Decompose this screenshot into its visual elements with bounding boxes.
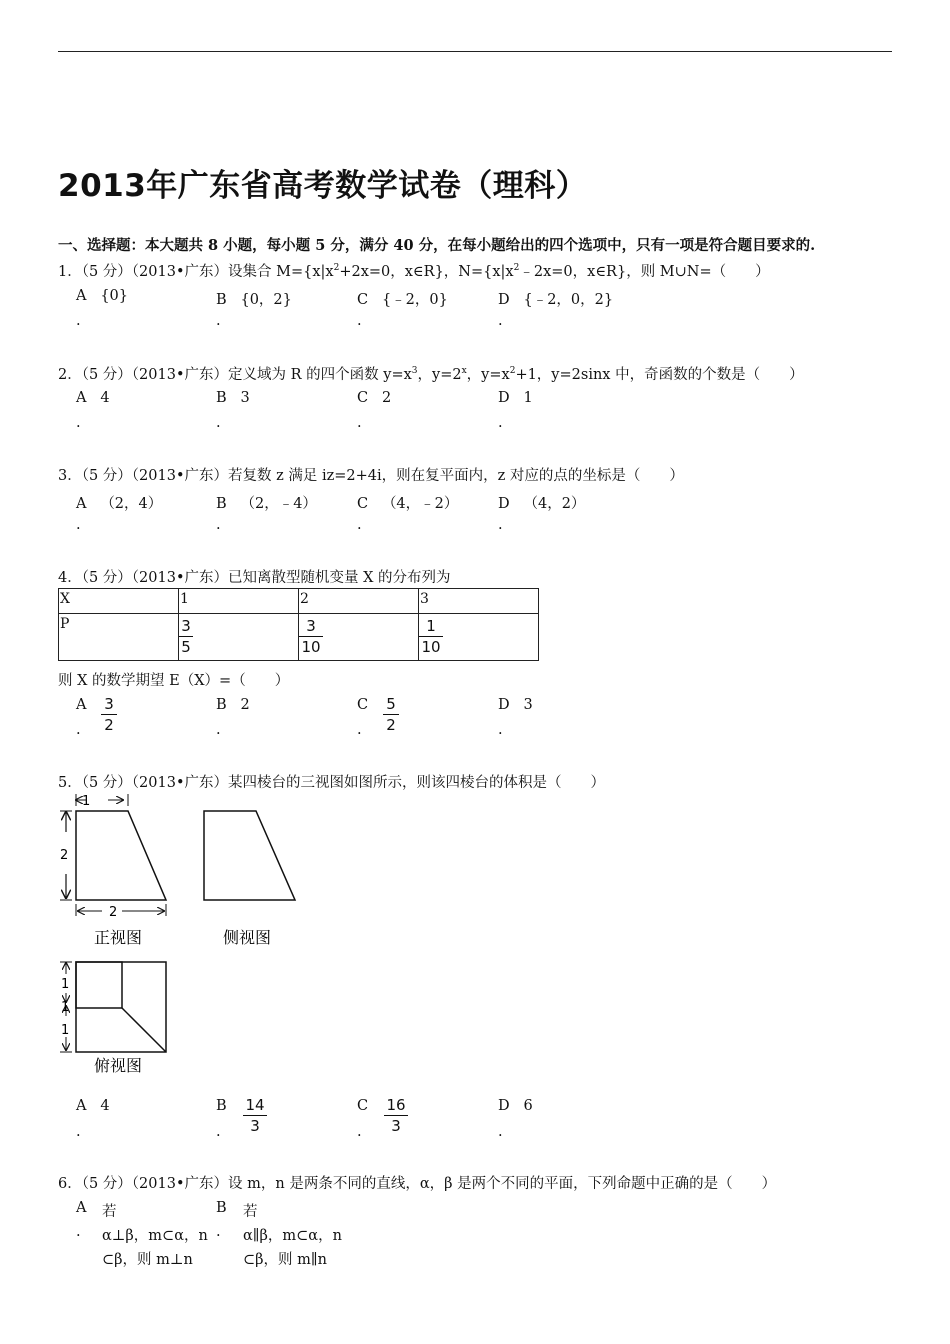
top-inner-square (76, 962, 122, 1008)
dot: . (498, 517, 503, 533)
question-4-followup: 则 X 的数学期望 E（X）=（ ） (58, 673, 290, 689)
q6-option-b-line1: 若 (243, 1204, 258, 1220)
question-2: 2．（5 分）（2013•广东）定义域为 R 的四个函数 $y=x^3$，$y=2^x$，$y=x^2+1$，y=2sinx 中，奇函数的个数是（ ） (58, 366, 804, 383)
dim-top-label: 1 (82, 794, 91, 809)
fraction: 1 10 (419, 617, 443, 656)
q1-option-a[interactable]: A {0} (76, 288, 128, 304)
dot: . (357, 722, 362, 738)
table-cell-fraction (419, 614, 539, 661)
question-5: 5．（5 分）（2013•广东）某四棱台的三视图如图所示，则该四棱台的体积是（ ） (58, 775, 606, 791)
header-rule (58, 51, 892, 52)
q5-option-a[interactable]: A 4 (76, 1098, 110, 1114)
dot: . (216, 415, 221, 431)
top-view-label: 俯视图 (94, 1056, 143, 1075)
q2-option-b[interactable]: B 3 (216, 390, 250, 406)
question-1: 1．（5 分）（2013•广东）设集合 $M=\{x|x^2+2x=0$，x∈R}，$N=\{x|x^2﹣2x=0$，x∈R}，则 M∪N=（ ） (58, 263, 770, 280)
q4-option-b[interactable]: B 2 (216, 697, 250, 713)
fraction: 3 5 (179, 617, 193, 656)
dot: . (76, 1124, 81, 1140)
q4-option-a-fraction: 3 2 (101, 695, 117, 734)
q3-option-a[interactable]: A （2，4） (76, 496, 163, 512)
q6-option-a-line2: α⊥β，m⊂α，n (102, 1228, 208, 1244)
q6-option-b-line2: α∥β，m⊂α，n (243, 1228, 342, 1244)
q5-option-b-fraction: 14 3 (243, 1096, 267, 1135)
table-cell: 2 (299, 589, 419, 614)
page-title: 2013年广东省高考数学试卷（理科） (58, 168, 588, 204)
dot: . (498, 1124, 503, 1140)
dot: . (76, 313, 81, 329)
q3-option-b[interactable]: B （2，﹣4） (216, 496, 317, 512)
side-view-label: 侧视图 (223, 928, 272, 947)
table-cell: 1 (179, 589, 299, 614)
q6-option-a-letter[interactable]: A (76, 1200, 87, 1216)
question-3: 3．（5 分）（2013•广东）若复数 z 满足 iz=2+4i，则在复平面内，z 对应的点的坐标是（ ） (58, 468, 684, 484)
q5-option-c-fraction: 16 3 (384, 1096, 408, 1135)
table-cell: 3 (419, 589, 539, 614)
front-trapezoid (76, 811, 166, 900)
question-6: 6．（5 分）（2013•广东）设 m，n 是两条不同的直线，α，β 是两个不同的平面，下列命题中正确的是（ ） (58, 1176, 777, 1192)
dot: . (76, 722, 81, 738)
front-view-label: 正视图 (94, 928, 143, 947)
dot: . (216, 1124, 221, 1140)
q1-option-c[interactable]: C {﹣2，0} (357, 292, 448, 308)
dot: . (357, 517, 362, 533)
q4-option-c-fraction: 5 2 (383, 695, 399, 734)
table-cell: P (59, 614, 179, 661)
q5-option-b-letter[interactable]: B (216, 1098, 227, 1114)
side-trapezoid (204, 811, 295, 900)
q4-option-c-letter[interactable]: C (357, 697, 369, 713)
q1-option-b[interactable]: B {0，2} (216, 292, 292, 308)
q6-option-b-line3: ⊂β，则 m∥n (243, 1252, 327, 1268)
dot: . (498, 415, 503, 431)
dot: . (357, 1124, 362, 1140)
q6-option-a-line1: 若 (102, 1204, 117, 1220)
table-cell-fraction (299, 614, 419, 661)
q3-option-c[interactable]: C （4，﹣2） (357, 496, 459, 512)
q2-option-d[interactable]: D 1 (498, 390, 533, 406)
table-cell: X (59, 589, 179, 614)
dot: . (357, 415, 362, 431)
dot: . (216, 517, 221, 533)
q4-option-d[interactable]: D 3 (498, 697, 533, 713)
q3-option-d[interactable]: D （4，2） (498, 496, 586, 512)
three-view-figure (58, 790, 318, 1080)
distribution-table (58, 588, 539, 661)
dot: . (216, 1224, 221, 1240)
dot: . (216, 313, 221, 329)
q5-option-d[interactable]: D 6 (498, 1098, 533, 1114)
dim-height-label: 2 (60, 848, 69, 863)
q1-option-d[interactable]: D {﹣2，0，2} (498, 292, 614, 308)
q2-option-a[interactable]: A 4 (76, 390, 110, 406)
dim-top-view-1: 1 (61, 977, 70, 992)
dot: . (76, 517, 81, 533)
q2-option-c[interactable]: C 2 (357, 390, 392, 406)
table-cell-fraction (179, 614, 299, 661)
dot: . (498, 313, 503, 329)
dot: . (76, 415, 81, 431)
side-view (204, 811, 295, 947)
q4-option-a-letter[interactable]: A (76, 697, 87, 713)
top-view (60, 962, 166, 1075)
section-heading: 一、选择题：本大题共 8 小题，每小题 5 分，满分 40 分，在每小题给出的四个选项中，只有一项是符合题目要求的. (58, 237, 816, 254)
dot: . (216, 722, 221, 738)
dot: . (498, 722, 503, 738)
dim-top-view-3: 1 (61, 1023, 70, 1038)
dot: . (357, 313, 362, 329)
dot: . (76, 1224, 81, 1240)
front-view (60, 794, 166, 947)
question-4: 4．（5 分）（2013•广东）已知离散型随机变量 X 的分布列为 (58, 570, 451, 586)
q6-option-a-line3: ⊂β，则 m⊥n (102, 1252, 193, 1268)
dim-top-view-2: 1 (61, 1000, 70, 1015)
dim-bottom-label: 2 (109, 905, 118, 920)
q6-option-b-letter[interactable]: B (216, 1200, 227, 1216)
q5-option-c-letter[interactable]: C (357, 1098, 369, 1114)
fraction: 3 10 (299, 617, 323, 656)
